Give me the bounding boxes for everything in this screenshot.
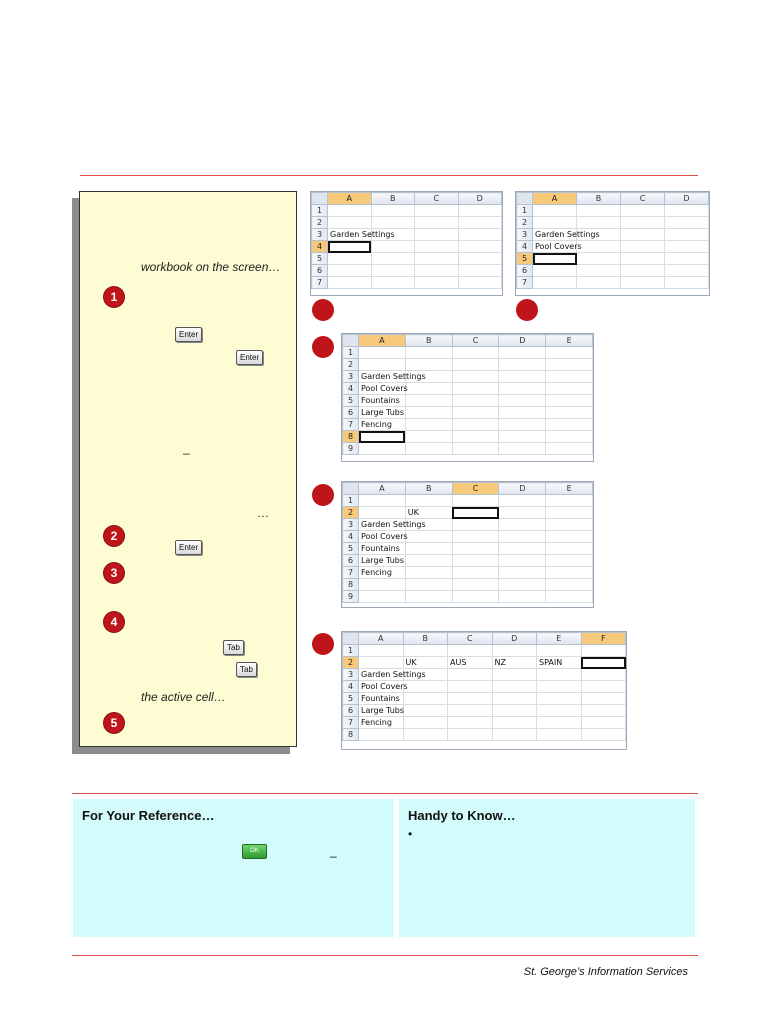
cell-c6[interactable]: [452, 555, 499, 567]
column-header-e[interactable]: E: [537, 633, 582, 645]
cell-a9[interactable]: [359, 443, 406, 455]
cell-b2[interactable]: UK: [405, 507, 452, 519]
cell-c3[interactable]: [415, 229, 459, 241]
column-header-a[interactable]: A: [359, 633, 404, 645]
cell-a5[interactable]: Fountains: [359, 395, 406, 407]
handy-title: Handy to Know…: [408, 808, 516, 823]
row-header-4[interactable]: 4: [517, 241, 533, 253]
row-header-8[interactable]: 8: [343, 729, 359, 741]
column-header-e[interactable]: E: [546, 335, 593, 347]
row-header-6[interactable]: 6: [343, 705, 359, 717]
row-header-8[interactable]: 8: [343, 579, 359, 591]
cell-e7[interactable]: [546, 419, 593, 431]
callout-marker-4: [312, 484, 334, 506]
cell-b1[interactable]: [577, 205, 621, 217]
cell-d4[interactable]: [499, 531, 546, 543]
cell-b1[interactable]: [405, 495, 452, 507]
top-rule: [80, 175, 698, 176]
tab-key-2: Tab: [236, 662, 257, 677]
cell-a6[interactable]: Large Tubs: [359, 705, 404, 717]
cell-d8[interactable]: [499, 579, 546, 591]
column-header-b[interactable]: B: [403, 633, 448, 645]
cell-b7[interactable]: [403, 717, 448, 729]
column-header-d[interactable]: D: [665, 193, 709, 205]
cell-e6[interactable]: [546, 407, 593, 419]
cell-e1[interactable]: [546, 347, 593, 359]
cell-b9[interactable]: [405, 443, 452, 455]
enter-key-3: Enter: [175, 540, 202, 555]
cell-a3[interactable]: Garden Settings: [359, 371, 406, 383]
cell-b8[interactable]: [403, 729, 448, 741]
cell-d2[interactable]: [458, 217, 502, 229]
cell-d3[interactable]: [458, 229, 502, 241]
cell-c5[interactable]: [448, 693, 493, 705]
cell-c1[interactable]: [415, 205, 459, 217]
cell-c5[interactable]: [452, 543, 499, 555]
cell-c5[interactable]: [452, 395, 499, 407]
row-header-6[interactable]: 6: [343, 555, 359, 567]
cell-b4[interactable]: [371, 241, 415, 253]
select-all-corner[interactable]: [343, 483, 359, 495]
cell-b6[interactable]: [405, 407, 452, 419]
cell-d3[interactable]: [499, 371, 546, 383]
cell-d5[interactable]: [665, 253, 709, 265]
cell-a5[interactable]: Fountains: [359, 543, 406, 555]
cell-b6[interactable]: [371, 265, 415, 277]
cell-e2[interactable]: [546, 507, 593, 519]
column-header-b[interactable]: B: [577, 193, 621, 205]
cell-d6[interactable]: [499, 407, 546, 419]
cell-b6[interactable]: [577, 265, 621, 277]
row-header-3[interactable]: 3: [343, 519, 359, 531]
cell-d7[interactable]: [492, 717, 537, 729]
cell-d2[interactable]: [499, 359, 546, 371]
cell-d7[interactable]: [499, 419, 546, 431]
cell-b1[interactable]: [371, 205, 415, 217]
intro-text: workbook on the screen…: [141, 260, 281, 274]
cell-b2[interactable]: UK: [403, 657, 448, 669]
bottom-rule: [72, 955, 698, 956]
cell-a7[interactable]: Fencing: [359, 419, 406, 431]
cell-c5[interactable]: [415, 253, 459, 265]
cell-d4[interactable]: [499, 383, 546, 395]
cell-e4[interactable]: [546, 531, 593, 543]
cell-a6[interactable]: [533, 265, 577, 277]
cell-a1[interactable]: [328, 205, 372, 217]
row-header-1[interactable]: 1: [517, 205, 533, 217]
step-3-badge: 3: [104, 563, 124, 583]
select-all-corner[interactable]: [343, 335, 359, 347]
cell-a7[interactable]: Fencing: [359, 567, 406, 579]
reference-title: For Your Reference…: [82, 808, 215, 823]
sheet-4: [341, 481, 594, 608]
column-header-a[interactable]: A: [359, 483, 406, 495]
cell-a3[interactable]: Garden Settings: [533, 229, 577, 241]
row-header-6[interactable]: 6: [312, 265, 328, 277]
cell-c7[interactable]: [452, 419, 499, 431]
cell-c6[interactable]: [448, 705, 493, 717]
callout-marker-5: [312, 633, 334, 655]
cell-f2[interactable]: [581, 657, 626, 669]
cell-a2[interactable]: [359, 359, 406, 371]
cell-a6[interactable]: Large Tubs: [359, 555, 406, 567]
cell-b7[interactable]: [405, 567, 452, 579]
row-header-1[interactable]: 1: [312, 205, 328, 217]
cell-e5[interactable]: [546, 395, 593, 407]
cell-b2[interactable]: [577, 217, 621, 229]
cell-c8[interactable]: [452, 579, 499, 591]
cell-e5[interactable]: [546, 543, 593, 555]
cell-a9[interactable]: [359, 591, 406, 603]
row-header-1[interactable]: 1: [343, 495, 359, 507]
tab-key-1: Tab: [223, 640, 244, 655]
row-header-1[interactable]: 1: [343, 645, 359, 657]
column-header-a[interactable]: A: [533, 193, 577, 205]
column-header-c[interactable]: C: [452, 483, 499, 495]
cell-b1[interactable]: [405, 347, 452, 359]
step-2-badge: 2: [104, 526, 124, 546]
enter-key-2: Enter: [236, 350, 263, 365]
callout-marker-3: [312, 336, 334, 358]
cell-d1[interactable]: [665, 205, 709, 217]
cell-b2[interactable]: [371, 217, 415, 229]
cell-b5[interactable]: [403, 693, 448, 705]
row-header-9[interactable]: 9: [343, 443, 359, 455]
cell-d7[interactable]: [665, 277, 709, 289]
cell-d3[interactable]: [499, 519, 546, 531]
cell-a4[interactable]: Pool Covers: [359, 531, 406, 543]
cell-d4[interactable]: [492, 681, 537, 693]
active-cell-text: the active cell…: [141, 690, 226, 704]
cell-a1[interactable]: [359, 645, 404, 657]
cell-d2[interactable]: [499, 507, 546, 519]
cell-c3[interactable]: [621, 229, 665, 241]
cell-a1[interactable]: [533, 205, 577, 217]
handy-box: [399, 799, 695, 937]
cell-e8[interactable]: [546, 579, 593, 591]
cell-a6[interactable]: Large Tubs: [359, 407, 406, 419]
dash-mark: –: [183, 446, 190, 460]
column-header-a[interactable]: A: [328, 193, 372, 205]
row-header-6[interactable]: 6: [343, 407, 359, 419]
row-header-2[interactable]: 2: [343, 507, 359, 519]
cell-d4[interactable]: [458, 241, 502, 253]
cell-c7[interactable]: [415, 277, 459, 289]
cell-a1[interactable]: [359, 495, 406, 507]
cell-f7[interactable]: [581, 717, 626, 729]
cell-d2[interactable]: [665, 217, 709, 229]
cell-a2[interactable]: [359, 657, 404, 669]
cell-d8[interactable]: [492, 729, 537, 741]
cell-a2[interactable]: [328, 217, 372, 229]
cell-c4[interactable]: [452, 383, 499, 395]
cell-f6[interactable]: [581, 705, 626, 717]
cell-f8[interactable]: [581, 729, 626, 741]
cell-d7[interactable]: [458, 277, 502, 289]
cell-e2[interactable]: SPAIN: [537, 657, 582, 669]
step-4-badge: 4: [104, 612, 124, 632]
row-header-3[interactable]: 3: [312, 229, 328, 241]
cell-e8[interactable]: [537, 729, 582, 741]
cell-e9[interactable]: [546, 591, 593, 603]
instruction-panel: [79, 191, 297, 747]
cell-b6[interactable]: [405, 555, 452, 567]
cell-e4[interactable]: [546, 383, 593, 395]
row-header-7[interactable]: 7: [312, 277, 328, 289]
cell-d5[interactable]: [458, 253, 502, 265]
cell-d6[interactable]: [499, 555, 546, 567]
row-header-4[interactable]: 4: [343, 383, 359, 395]
cell-b4[interactable]: [405, 531, 452, 543]
sheet-1: [310, 191, 503, 296]
row-header-2[interactable]: 2: [343, 657, 359, 669]
cell-a8[interactable]: [359, 729, 404, 741]
cell-d1[interactable]: [499, 495, 546, 507]
cell-b5[interactable]: [405, 395, 452, 407]
cell-e7[interactable]: [546, 567, 593, 579]
cell-c2[interactable]: [415, 217, 459, 229]
row-header-3[interactable]: 3: [343, 371, 359, 383]
row-header-4[interactable]: 4: [343, 681, 359, 693]
cell-a7[interactable]: Fencing: [359, 717, 404, 729]
cell-e3[interactable]: [546, 371, 593, 383]
row-header-9[interactable]: 9: [343, 591, 359, 603]
row-header-1[interactable]: 1: [343, 347, 359, 359]
cell-d4[interactable]: [665, 241, 709, 253]
row-header-6[interactable]: 6: [517, 265, 533, 277]
column-header-c[interactable]: C: [448, 633, 493, 645]
column-header-c[interactable]: C: [621, 193, 665, 205]
cell-d2[interactable]: NZ: [492, 657, 537, 669]
cell-c2[interactable]: [452, 359, 499, 371]
cell-b6[interactable]: [403, 705, 448, 717]
cell-c9[interactable]: [452, 591, 499, 603]
row-header-8[interactable]: 8: [343, 431, 359, 443]
reference-dash: –: [330, 849, 337, 863]
cell-d5[interactable]: [499, 543, 546, 555]
column-header-f[interactable]: F: [581, 633, 626, 645]
cell-c2[interactable]: [621, 217, 665, 229]
cell-a3[interactable]: Garden Settings: [359, 669, 404, 681]
column-header-b[interactable]: B: [405, 483, 452, 495]
cell-d1[interactable]: [492, 645, 537, 657]
cell-d1[interactable]: [458, 205, 502, 217]
cell-d3[interactable]: [492, 669, 537, 681]
cell-d5[interactable]: [499, 395, 546, 407]
cell-c2[interactable]: [452, 507, 499, 519]
cell-a2[interactable]: [533, 217, 577, 229]
row-header-5[interactable]: 5: [343, 395, 359, 407]
enter-key-1: Enter: [175, 327, 202, 342]
cell-a7[interactable]: [533, 277, 577, 289]
cell-e5[interactable]: [537, 693, 582, 705]
cell-e3[interactable]: [546, 519, 593, 531]
cell-c8[interactable]: [452, 431, 499, 443]
column-header-d[interactable]: D: [492, 633, 537, 645]
row-header-4[interactable]: 4: [312, 241, 328, 253]
cell-b4[interactable]: [405, 383, 452, 395]
cell-c2[interactable]: AUS: [448, 657, 493, 669]
cell-e2[interactable]: [546, 359, 593, 371]
row-header-7[interactable]: 7: [343, 717, 359, 729]
column-header-c[interactable]: C: [415, 193, 459, 205]
cell-c5[interactable]: [621, 253, 665, 265]
row-header-4[interactable]: 4: [343, 531, 359, 543]
cell-f4[interactable]: [581, 681, 626, 693]
cell-a8[interactable]: [359, 431, 406, 443]
row-header-2[interactable]: 2: [343, 359, 359, 371]
cell-b7[interactable]: [371, 277, 415, 289]
column-header-a[interactable]: A: [359, 335, 406, 347]
cell-e6[interactable]: [546, 555, 593, 567]
column-header-b[interactable]: B: [371, 193, 415, 205]
cell-e3[interactable]: [537, 669, 582, 681]
row-header-7[interactable]: 7: [517, 277, 533, 289]
row-header-2[interactable]: 2: [517, 217, 533, 229]
select-all-corner[interactable]: [517, 193, 533, 205]
cell-e4[interactable]: [537, 681, 582, 693]
cell-c7[interactable]: [448, 717, 493, 729]
row-header-5[interactable]: 5: [343, 543, 359, 555]
cell-a3[interactable]: Garden Settings: [359, 519, 406, 531]
cell-f1[interactable]: [581, 645, 626, 657]
mid-rule: [72, 793, 698, 794]
sheet-3: [341, 333, 594, 462]
column-header-d[interactable]: D: [499, 335, 546, 347]
column-header-e[interactable]: E: [546, 483, 593, 495]
cell-b5[interactable]: [371, 253, 415, 265]
reference-box: [73, 799, 394, 937]
cell-d6[interactable]: [665, 265, 709, 277]
cell-f5[interactable]: [581, 693, 626, 705]
row-header-5[interactable]: 5: [517, 253, 533, 265]
cell-b7[interactable]: [405, 419, 452, 431]
callout-marker-1: [312, 299, 334, 321]
cell-a3[interactable]: Garden Settings: [328, 229, 372, 241]
column-header-d[interactable]: D: [458, 193, 502, 205]
cell-d5[interactable]: [492, 693, 537, 705]
cell-c6[interactable]: [621, 265, 665, 277]
cell-b5[interactable]: [577, 253, 621, 265]
cell-c1[interactable]: [621, 205, 665, 217]
cell-c3[interactable]: [452, 519, 499, 531]
row-header-7[interactable]: 7: [343, 567, 359, 579]
cell-c7[interactable]: [621, 277, 665, 289]
ok-button-icon: OK: [242, 844, 267, 859]
cell-d3[interactable]: [665, 229, 709, 241]
cell-a7[interactable]: [328, 277, 372, 289]
column-header-b[interactable]: B: [405, 335, 452, 347]
cell-b8[interactable]: [405, 579, 452, 591]
cell-b1[interactable]: [403, 645, 448, 657]
cell-d6[interactable]: [492, 705, 537, 717]
cell-a5[interactable]: [328, 253, 372, 265]
cell-a1[interactable]: [359, 347, 406, 359]
cell-c6[interactable]: [452, 407, 499, 419]
cell-b5[interactable]: [405, 543, 452, 555]
step-1-badge: 1: [104, 287, 124, 307]
cell-a4[interactable]: Pool Covers: [359, 383, 406, 395]
cell-c4[interactable]: [415, 241, 459, 253]
cell-e1[interactable]: [546, 495, 593, 507]
row-header-3[interactable]: 3: [517, 229, 533, 241]
row-header-7[interactable]: 7: [343, 419, 359, 431]
cell-c8[interactable]: [448, 729, 493, 741]
cell-e9[interactable]: [546, 443, 593, 455]
cell-d1[interactable]: [499, 347, 546, 359]
cell-c9[interactable]: [452, 443, 499, 455]
cell-c7[interactable]: [452, 567, 499, 579]
cell-b7[interactable]: [577, 277, 621, 289]
cell-d9[interactable]: [499, 443, 546, 455]
cell-e1[interactable]: [537, 645, 582, 657]
handy-bullet: •: [408, 827, 413, 841]
row-header-5[interactable]: 5: [312, 253, 328, 265]
cell-d6[interactable]: [458, 265, 502, 277]
cell-f3[interactable]: [581, 669, 626, 681]
cell-b8[interactable]: [405, 431, 452, 443]
cell-c6[interactable]: [415, 265, 459, 277]
cell-d8[interactable]: [499, 431, 546, 443]
cell-c3[interactable]: [448, 669, 493, 681]
cell-c4[interactable]: [621, 241, 665, 253]
select-all-corner[interactable]: [312, 193, 328, 205]
cell-a2[interactable]: [359, 507, 406, 519]
cell-a4[interactable]: Pool Covers: [359, 681, 404, 693]
cell-a4[interactable]: [328, 241, 372, 253]
cell-b9[interactable]: [405, 591, 452, 603]
cell-c3[interactable]: [452, 371, 499, 383]
row-header-2[interactable]: 2: [312, 217, 328, 229]
column-header-c[interactable]: C: [452, 335, 499, 347]
callout-marker-2: [516, 299, 538, 321]
cell-e6[interactable]: [537, 705, 582, 717]
cell-b4[interactable]: [577, 241, 621, 253]
cell-a6[interactable]: [328, 265, 372, 277]
cell-a8[interactable]: [359, 579, 406, 591]
row-header-3[interactable]: 3: [343, 669, 359, 681]
cell-d9[interactable]: [499, 591, 546, 603]
cell-b4[interactable]: [403, 681, 448, 693]
cell-a5[interactable]: [533, 253, 577, 265]
ellipsis-mark: …: [257, 506, 269, 520]
cell-c1[interactable]: [452, 495, 499, 507]
cell-a4[interactable]: Pool Covers: [533, 241, 577, 253]
cell-c4[interactable]: [452, 531, 499, 543]
cell-c1[interactable]: [448, 645, 493, 657]
sheet-5: [341, 631, 627, 750]
step-5-badge: 5: [104, 713, 124, 733]
sheet-2: [515, 191, 710, 296]
column-header-d[interactable]: D: [499, 483, 546, 495]
footer-text: St. George’s Information Services: [523, 966, 688, 978]
row-header-5[interactable]: 5: [343, 693, 359, 705]
cell-b2[interactable]: [405, 359, 452, 371]
cell-a5[interactable]: Fountains: [359, 693, 404, 705]
cell-c4[interactable]: [448, 681, 493, 693]
cell-c1[interactable]: [452, 347, 499, 359]
select-all-corner[interactable]: [343, 633, 359, 645]
cell-e7[interactable]: [537, 717, 582, 729]
cell-d7[interactable]: [499, 567, 546, 579]
cell-e8[interactable]: [546, 431, 593, 443]
